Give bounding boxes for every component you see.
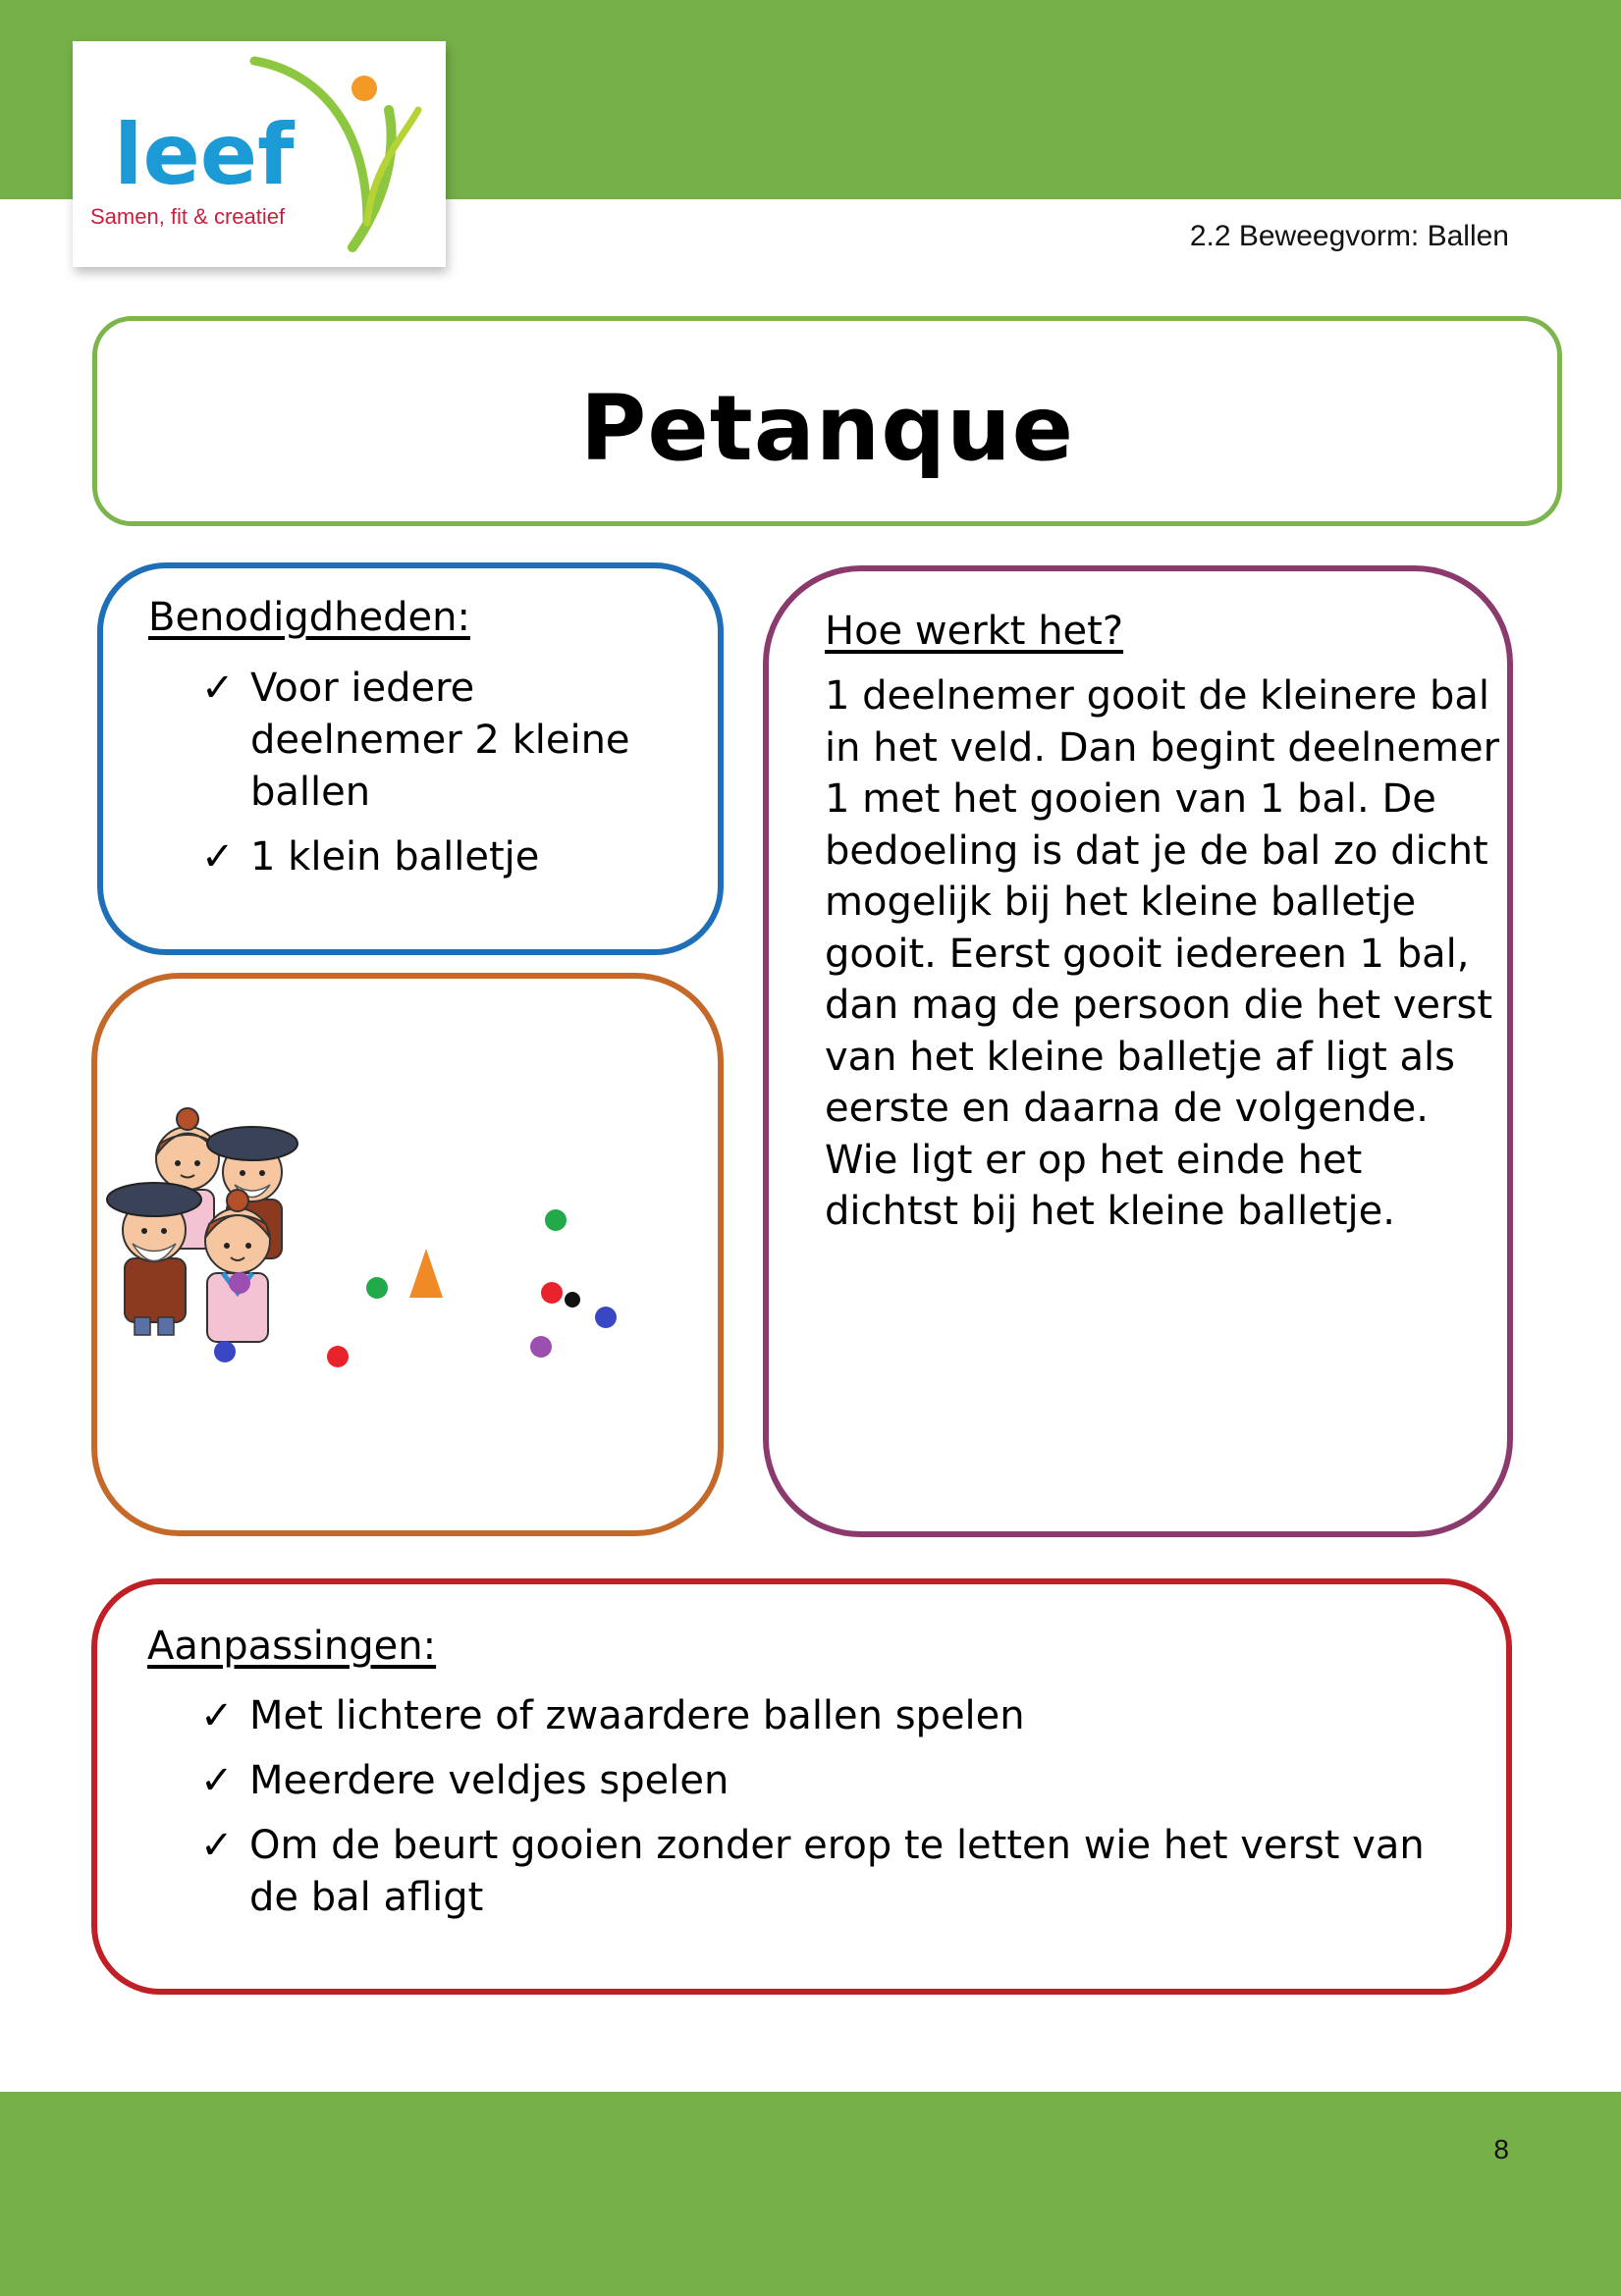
list-item: ✓ 1 klein balletje [201,831,663,883]
check-icon: ✓ [200,1823,234,1868]
ball-icon [530,1336,552,1358]
leef-logo [73,41,446,267]
title-box [92,316,1562,526]
how-description: 1 deelnemer gooit de kleinere bal in het veld. Dan begint deelnemer 1 met het gooien van 1 bal. De bedoeling is dat je de bal zo dicht mogelijk bij het kleine balletje gooit. Eerst gooit iedereen 1 bal, dan mag de persoon die het verst van het kleine balletje af ligt als eerste en daarna de volgende. Wie ligt er op het einde het dichtst bij het kleine balletje. [825,673,1500,1234]
footer-band [0,2092,1621,2296]
list-item: ✓ Om de beurt gooien zonder erop te letten wie het verst van de bal afligt [200,1820,1457,1924]
supplies-list [201,663,663,896]
adjustments-list [200,1690,1457,1937]
adjustments-box [91,1578,1512,1995]
logo-graphic [73,41,446,267]
section-label: 2.2 Beweegvorm: Ballen [1189,220,1509,252]
check-icon: ✓ [201,834,235,880]
list-item: ✓ Meerdere veldjes spelen [200,1755,1457,1807]
logo-wordmark: leef [114,106,295,204]
list-item: ✓ Voor iedere deelnemer 2 kleine ballen [201,663,663,819]
how-it-works-box [763,565,1513,1537]
how-heading: Hoe werkt het? [825,609,1124,654]
supplies-box [97,562,724,955]
page-title: Petanque [579,376,1075,481]
cone-icon [409,1249,443,1298]
ball-icon [366,1277,388,1299]
petanque-illustration [97,979,718,1530]
check-icon: ✓ [201,666,235,711]
ball-icon [214,1341,236,1362]
ball-icon [327,1346,349,1367]
page-number: 8 [1493,2134,1509,2164]
ball-icon [541,1282,563,1304]
supplies-heading: Benodigdheden: [148,595,470,640]
check-icon: ✓ [200,1693,234,1738]
ball-icon [595,1307,617,1328]
illustration-box [91,973,724,1536]
ball-icon [229,1272,250,1294]
ball-icon [545,1209,567,1231]
list-item: ✓ Met lichtere of zwaardere ballen spelen [200,1690,1457,1742]
logo-tagline: Samen, fit & creatief [90,204,286,229]
jack-ball-icon [565,1292,580,1308]
check-icon: ✓ [200,1758,234,1803]
elderly-man-figure [107,1183,201,1335]
adjustments-heading: Aanpassingen: [147,1624,437,1669]
